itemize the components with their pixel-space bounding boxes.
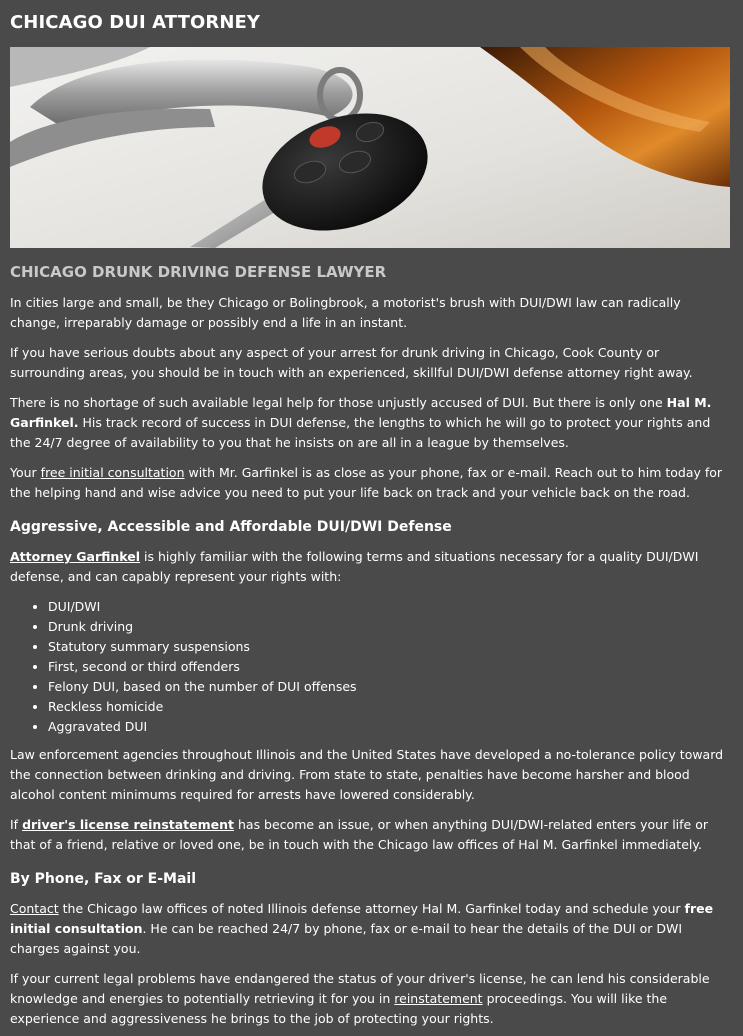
list-item: • Aggravated DUI [48,717,733,737]
text: the Chicago law offices of noted Illinois defense attorney Hal M. Garfinkel today and schedule your [58,901,685,916]
list-item: • Statutory summary suspensions [48,637,733,657]
aggressive-paragraph-2: Law enforcement agencies throughout Illinois and the United States have developed a no-tolerance policy toward the connection between drinking and driving. From state to state, penalties have become harsher and blood alcohol content minimums required for arrests have lowered considerably. [10,747,724,802]
text: If [10,817,23,832]
reinstatement-link[interactable]: reinstatement [394,991,483,1006]
text: is highly familiar with the following terms and situations necessary for a quality DUI/DWI defense, and can capably represent your rights with: [10,549,699,584]
text: Your [10,465,41,480]
intro-paragraph-2: If you have serious doubts about any aspect of your arrest for drunk driving in Chicago, Cook County or surrounding areas, you should be in touch with an experienced, skillful DUI/DWI defense attorney right away. [10,345,693,380]
intro-paragraph-3 [10,393,733,453]
free-consultation-bold: free initial consultation [10,901,714,936]
aggressive-heading: Aggressive, Accessible and Affordable DUI/DWI Defense [10,519,452,535]
text: with Mr. Garfinkel is as close as your phone, fax or e-mail. Reach out to him today for the helping hand and wise advice you need to put your life back on track and your vehicle back on the road. [10,465,723,500]
attorney-name: Hal M. Garfinkel. [10,395,712,430]
intro-paragraph-1: In cities large and small, be they Chicago or Bolingbrook, a motorist's brush with DUI/DWI law can radically change, irreparably damage or possibly end a life in an instant. [10,295,681,330]
free-consultation-link[interactable]: free initial consultation [40,465,185,480]
hero-image [10,47,730,248]
list-item: • Reckless homicide [48,697,733,717]
defense-list [10,597,733,737]
text: has become an issue, or when anything DUI/DWI-related enters your life or that of a friend, relative or loved one, be in touch with the Chicago law offices of Hal M. Garfinkel immediately. [10,817,709,852]
section-title: CHICAGO DRUNK DRIVING DEFENSE LAWYER [10,263,387,281]
intro-paragraph-4 [10,463,733,503]
aggressive-paragraph-1 [10,547,733,587]
list-item: • Felony DUI, based on the number of DUI offenses [48,677,733,697]
text: There is no shortage of such available legal help for those unjustly accused of DUI. But there is only one [10,395,667,410]
text: His track record of success in DUI defense, the lengths to which he will go to protect your rights and the 24/7 degree of availability to you that he insists on are all in a league by themselves. [10,415,711,450]
list-item: • First, second or third offenders [48,657,733,677]
aggressive-paragraph-3 [10,815,733,855]
text: If your current legal problems have endangered the status of your driver's license, he can lend his considerable knowledge and energies to potentially retrieving it for you in [10,971,710,1006]
contact-paragraph-1 [10,899,733,959]
contact-heading: By Phone, Fax or E-Mail [10,871,197,887]
contact-paragraph-2 [10,969,733,1029]
page-title: CHICAGO DUI ATTORNEY [10,12,261,33]
text: proceedings. You will like the experience and aggressiveness he brings to the job of protecting your rights. [10,991,668,1026]
text: . He can be reached 24/7 by phone, fax or e-mail to hear the details of the DUI or DWI charges against you. [10,921,683,956]
attorney-garfinkel-link[interactable]: Attorney Garfinkel [10,549,141,564]
list-item: • DUI/DWI [48,597,733,617]
license-reinstatement-link[interactable]: driver's license reinstatement [22,817,235,832]
list-item: • Drunk driving [48,617,733,637]
contact-link[interactable]: Contact [10,901,59,916]
